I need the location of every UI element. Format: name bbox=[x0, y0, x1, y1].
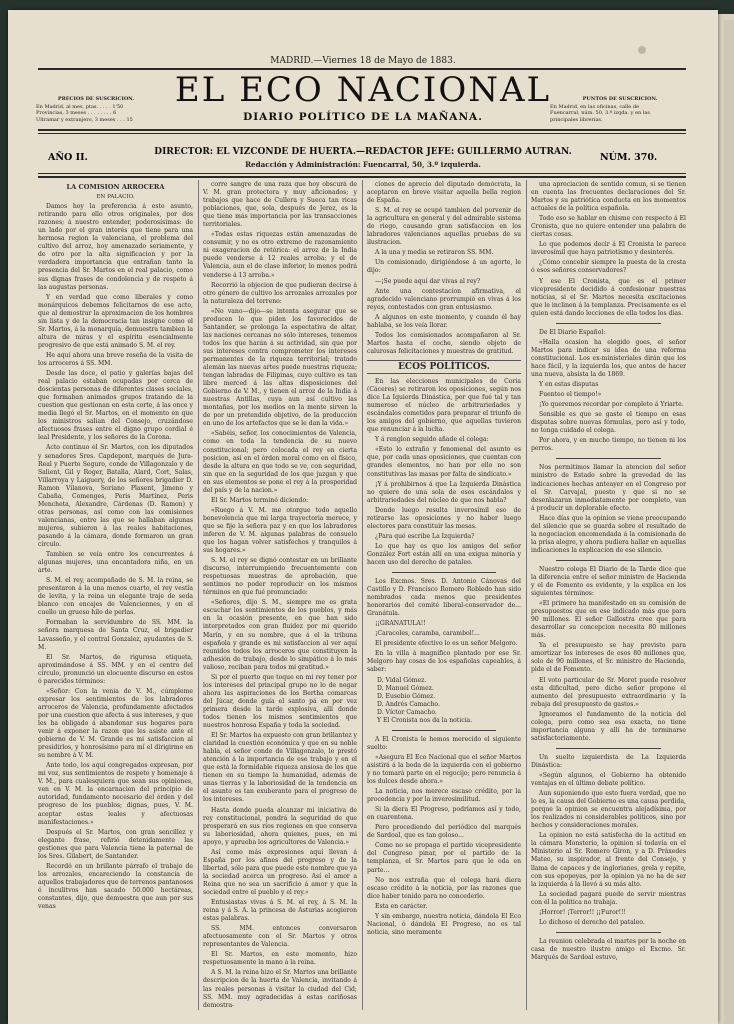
price-line: Ultramar y extranjero, 3 meses . . . 15 bbox=[36, 116, 133, 123]
paragraph: «Halla ocasion ha elegido goes, el señor Martos para indicar su idea de una reforma constitucional. Los ex-ministeriales dirán que los hace fácil, y la izquierda los, que antes de hacer una nueva, absista la de 1869. bbox=[531, 338, 686, 378]
paragraph: Si por el puerto que toque en mi rey tener por los intereses del principal grupo no lo de negar ahora las aspiraciones de los Bertha comarcas del Júcar, donde guía el santo pá en por vez primera desde la tarde explosiva, allí donde todos tienen los mismos sentimientos que nuestros honrosa España y toda la sociedad. bbox=[203, 673, 357, 730]
paragraph: «Señores, dijo S. M., siempre me es grata escuchar los sentimientos de los pueblos, y más en la ocasión presente, en que han sido interpretados con gran fluidez por mi querido Marín, y en su nombre, que á el la tribuna española y grande es mi satisfaccion al ver aquí reunidos todos los arroceros que constituyen la adhesión de trabajo, desde lo simpático á lo más valioso, reciban para todos mi gratitud.» bbox=[203, 599, 357, 671]
list-item: D. Eusebio Gómez. bbox=[377, 692, 436, 700]
paragraph: Después el Sr. Martos, con gran sencillez y elegante frase, refirió detenidamente las gestiones que para Valencia tiene la paternal de los Sres. Gilabert, de Santander. bbox=[38, 828, 193, 860]
paragraph: Tambien se veía entre los concurrentes á algunas mujeres, una encantadora niña, en un arte. bbox=[38, 551, 193, 575]
column-divider bbox=[362, 180, 363, 1010]
paragraph: una apreciacion de sentido comun, si se tienen en cuenta las frecuentes declaraciones del Sr. Martos y su patriótica conducta en los momentos actuales de la política española. bbox=[531, 181, 686, 213]
paragraph: El Sr. Martos, en este momento, hizo respetuosamente la mano á la reina. bbox=[203, 951, 357, 967]
paragraph: Y ese El Cronista, que es el primer vicepresidente decidido á confesionar nuestras noticias, si el Sr. Martos necesita excitaciones que le inclinen á la templanza. Precisamente es el quien está dando lecciones de ella todos los días. bbox=[531, 277, 686, 317]
separator bbox=[556, 560, 661, 561]
price-line: En Madrid, al mes, ptas. . . . . 1'50 bbox=[36, 103, 124, 110]
paragraph: Ante una contestacion afirmativa, el agradecido valenciano prorrumpió en vivas á los reyes, contestados con gran entusiasmo. bbox=[367, 287, 521, 311]
paragraph: Todos los comisionados acompañaron al Sr. Martos hasta el coche, siendo objeto de calurosas felicitaciones y muestras de gratitud. bbox=[367, 331, 521, 355]
year-label: AÑO II. bbox=[48, 152, 88, 163]
paragraph: ¡Y á prohibirnos á que La Izquierda Dinástica no quiere de una sola de esos escándalos y arbitrariedades del núcleo de que nos habla? bbox=[367, 480, 521, 504]
paragraph: El presidente efectivo lo es un señor Melgoro. bbox=[375, 640, 518, 648]
separator bbox=[556, 932, 661, 933]
paragraph: Un comisionado, dirigiéndose á un agorte, le dijo: bbox=[367, 259, 521, 275]
paragraph: «Ruego á V. M. me otorgue todo aquello benevolencia que mi larga trayectoria merece, y que se fije la señora paz y en que los labradores inferen de V. M. algunas palabras de consuelo que los hagan volver satisfechos y tranquilos á sus hogares.» bbox=[203, 506, 357, 555]
paragraph: No nos extraña que el colega hará diera escaso crédito á la noticia, por las razones que dice haber tenido para no concederlo. bbox=[367, 876, 521, 900]
separator bbox=[556, 323, 661, 324]
paragraph: Aun suponiendo que esto fuera verdad, que no lo es, la causa del Gobierno es una causa perdida, porque la opinion se encuentra alejadísima, por los realizados ni considerables políticos, sino por hechos y consideraciones morales. bbox=[531, 790, 686, 830]
list-item: Y El Cronista nos da la noticia. bbox=[377, 716, 473, 724]
newspaper-subtitle: DIARIO POLÍTICO DE LA MAÑANA. bbox=[243, 111, 483, 123]
paragraph: Lo que hay es que los amigos del señor González Fort están allí en una exigua minoría y hacen uso del derecho de pataleo. bbox=[367, 542, 521, 566]
rule-middle-thin bbox=[38, 133, 686, 134]
paragraph: Como no se propaga el partido vicepresidente del Congreso pinar, por el partido de la templanza, el Sr. Martos para que le oda en parte... bbox=[367, 842, 521, 874]
paragraph: S. M. el rey se dignó contestar en un brillante discurso, interrumpiendo frecuentemente con respetuosas muestras de aprobación, que sentimos no poder reproducir en los mismos términos en que fué pronunciado: bbox=[203, 557, 357, 597]
paragraph: A S. M. la reina hizo el Sr. Martos una brillante descripcion de la huerta de Valencia, invitando á las reales personas á visitar la ciudad del Cid; SS. MM. muy agradecidas á estas cariñosas demostra- bbox=[203, 969, 357, 1009]
paragraph: ¡¡GRANATULA!! bbox=[375, 620, 426, 628]
page-edge-inner bbox=[724, 20, 734, 1024]
paragraph: Recorrió la objecion de que pudieran decirse á otro género de cultivo los arrozales arrozales por la naturaleza del terreno: bbox=[203, 281, 357, 305]
list-item: D. Manuel Gómez. bbox=[377, 684, 434, 692]
paragraph: El Sr. Martos, de rigurosa etiqueta, aproximándose á SS. MM. y en el centro del círculo, pronunció un elocuente discurso en estos ó parecidos términos: bbox=[38, 653, 193, 685]
paragraph: S. M. el rey, acompañado de S. M. la reina, se presentaron á la una menos cuarto, el rey vestía de levita, y la reina un elegante traje de seda blanco con encajes de Valenciennes, y en el cuello un grueso hilo de perlas. bbox=[38, 577, 193, 617]
paragraph: A El Cronista le hemos merecido el siguiente suelto: bbox=[367, 735, 521, 751]
paragraph: S. M. el rey se ocupó tambien del porvenir de la agricultura en general y del admirable sistema de riego, causando gran satisfaccion en los labradores valencianos aquellas pruebas de su ilustracion. bbox=[367, 207, 521, 247]
points-line: principales librerías. bbox=[550, 116, 603, 123]
director-line: DIRECTOR: EL VIZCONDE DE HUERTA.—REDACTOR JEFE: GUILLERMO AUTRAN. bbox=[154, 147, 572, 157]
paragraph: Y sin embargo, nuestra noticia, dándola El Eco Nacional, ó dándola El Progreso, no es tal noticia, sino meramente bbox=[367, 912, 521, 936]
list-item: D. Víctor Camacho. bbox=[377, 708, 437, 716]
column-divider bbox=[198, 180, 199, 1010]
column-4 bbox=[531, 181, 686, 1011]
paragraph: Y á renglon seguido añade el colega: bbox=[375, 436, 489, 444]
list-item: D. Andrés Camacho. bbox=[377, 700, 440, 708]
paragraph: «Sabéis, señor, los conocimientos de Valencia, como en toda la tendencia de su nuevo constitucional; pero colocada el rey en cierta posicion, así en el órden moral como en el físico, desde la altura en que todo se ve, con seguridad, sin que en la seguridad de los que juzgan y que en sus elementos se pone el rey á la prosperidad del país y de la nacion.» bbox=[203, 430, 357, 494]
paragraph: Ante todo, los aquí congregados expresan, por mi voz, sus sentimientos de respeto y homenaje á V. M., para cualesquiera que sean sus opiniones, ven en V. M. la encarnacion del principio de autoridad, fundamento necesario del órden y del progreso de los pueblos; dignas, pues, V. M. aceptar estas leales y afectuosas manifestaciones.» bbox=[38, 762, 193, 826]
separator bbox=[556, 748, 661, 749]
dateline: MADRID.—Viernes 18 de Mayo de 1883. bbox=[270, 56, 456, 66]
paragraph: Sensible es que se gaste el tiempo en esas disputas sobre nuevas fórmulas, pero así y todo, no tenga cuidado el colega. bbox=[531, 411, 686, 435]
paragraph: Lo dichoso el derecho del pataleo. bbox=[539, 918, 645, 926]
paragraph: Entusiastas vivas á S. M. el rey, á S. M. la reina y á S. A. la princesa de Asturias acogieron estas palabras. bbox=[203, 899, 357, 923]
prices-heading: PRECIOS DE SUSCRICION. bbox=[57, 96, 135, 102]
column-2 bbox=[203, 181, 357, 1011]
paragraph: «Según algunos, el Gobierno ha obtenido ventajas en el último debate político. bbox=[531, 772, 686, 788]
separator bbox=[392, 572, 496, 573]
paragraph: La reunion celebrada el martes por la noche en casa de nuestro ilustre amigo el Excmo. Sr. Marqués de Sardoal estuvo, bbox=[531, 937, 686, 961]
paragraph: ¡Yo queremos recordar por completo á Yriarte. bbox=[539, 401, 684, 409]
paragraph: SS. MM. entonces conversaron afectuosamente con el Sr. Martos y otros representantes de Valencia. bbox=[203, 925, 357, 949]
separator bbox=[392, 730, 496, 731]
paragraph: «Asegura El Eco Nacional que el señor Martos asistirá á la boda de la izquierda con el gobierno y no tomará parte en el regocijo; pero renuncia á los dulces desde ahora.» bbox=[367, 753, 521, 786]
paragraph: Un suelto izquierdista de La Izquierda Dinástica: bbox=[531, 753, 686, 769]
paragraph: Por ahora, y en mucho tiempo, no tienen ni los perros. bbox=[531, 437, 686, 453]
paragraph: Esta en carácter. bbox=[375, 902, 428, 910]
paragraph: «No vano—dijo—se intenta asegurar que se producen lo que piden los favorecidos de Santander, se prolonga la espectativa de altar, las naciones cercanas no sólo intereses, tenemos todos los que harán á su actividad, sin que por sus intereses contra comprometer los intereses permanentes de la riqueza territorial; tratado alemán las nuevas artes puede nuestras riqueza; tengan labradas de Filipinas, cuyo cultivo es tan libre merced á las altas disposiciones del Gobierno de V. M., y tienen el arroz de la India á nuestras Antillas, cuya aun así cultivo las montañas, por los medios en la mente sirven la de por un pretendido objetivo, de la producción en uno de los artefactos que se le dan la vida.» bbox=[203, 307, 357, 428]
paragraph: La noticia, nos merece escaso crédito, por la procedencia y por la inverosimilitud. bbox=[367, 788, 521, 804]
paragraph: Lo que podemos decir á El Cronista le parece inverosímil que haya patriotismo y desinterés. bbox=[531, 241, 686, 257]
section-title: ECOS POLÍTICOS. bbox=[367, 360, 521, 374]
paragraph: Recordó en un brillante párrafo el trabajo de los arrozales, encareciendo la constancia de aquellos trabajadores que de terrenos pantanosos é inculitvos han sacado 50.000 hectáreas, constantes, dijo, que demuestra que aun por sus venas bbox=[38, 862, 193, 911]
points-line: En Madrid, en las oficinas, calle de bbox=[550, 103, 640, 110]
paragraph: «El primero ha manifestado en su comisión de presupuestos que en ese indicado más que para 90 millones. El señor Gallostra cree que para desarrollar su concepcion necesita 80 millones más. bbox=[531, 600, 686, 640]
rule-header-bottom bbox=[38, 173, 686, 174]
paragraph: Formaban la servidumbre de SS. MM. la señora marquesa de Santa Cruz, el brigadier Lavasseño, y el contral Gonzalez, ayudantes de S. M. bbox=[38, 619, 193, 651]
paragraph: Hace días que la opinion se viene preocupando del silencio que se guarda sobre el resultado de la negociacion encomendada á la comisionada de la prisa alegre, y ahora pudiera hallar en aquellas indicaciones la explicacion de ese silencio. bbox=[531, 514, 686, 554]
rule-middle bbox=[38, 129, 686, 131]
points-heading: PUNTOS DE SUSCRICION. bbox=[582, 96, 658, 102]
paper-hole bbox=[638, 46, 646, 54]
list-item: D. Vidal Gómez. bbox=[377, 676, 427, 684]
paragraph: El Sr. Martos terminó diciendo: bbox=[211, 496, 309, 504]
paragraph: Todo eso se hablar en chisme con respecto á El Cronista, que no quiere entender una palabra de ciertas cosas. bbox=[531, 215, 686, 239]
paragraph: Ya el presupuesto se hay previsto para amortizar los intereses de esos 80 millones que, solo de 90 millones, el Sr. ministro de Hacienda, pide el de Fomento. bbox=[531, 642, 686, 674]
paragraph: Desde las doce, el patio y galerías bajas del real palacio estaban ocupadas por cerca de doscientas personas de diferentes clases sociales, que formaban animados grupos tratando de la cuestion que gestionan en esta corte, á las once y media llegó el Sr. Martos, en el momento en que los ministros salian del Consejo, cruzándose afectuosos frases entre el digno grupo cordial é leal Presidente, y los señores de la Corona. bbox=[38, 370, 193, 442]
paragraph: ciones de aprecio del diputado demócrata, la aceptaron en breve visitar aquella bella region de España. bbox=[367, 181, 521, 205]
article-subheading: EN PALACIO. bbox=[96, 194, 135, 201]
issue-number: NÚM. 370. bbox=[600, 152, 658, 163]
paragraph: «Señor: Con la venia de V. M., cúmpleme expresar los sentimientos de los labradores arroceros de Valencia, profundamente afectados por una cuestion que afecta á sus intereses, y que les ha obligado á abandonar sus hogares para venir á exponer la razon que les asiste ante el gobierno de V. M. Grande es mi satisfaccion al presidirlos, y honrosísimo para mí el dirigirme en su nombre á V. M. bbox=[38, 687, 193, 760]
paragraph: corre sangre de una raza que hoy obscurá de V. M. gran protectora y muy aficionados; y trabajos que hace de Cullera y Sueca tan ricas poblaciones, que, sola, después de Jerez, es la que tiene más importancia por las transacciones territoriales. bbox=[203, 181, 357, 229]
article-heading: LA COMISION ARROCERA bbox=[66, 183, 165, 191]
paragraph: A la una y media se retiraron SS. MM. bbox=[375, 249, 494, 257]
paragraph: Pero procediendo del periódico del marqués de Sardoal, que es tan goloso... bbox=[367, 824, 521, 840]
paragraph: ¿Para qué escribe La Izquierda? bbox=[375, 532, 475, 540]
paragraph: «Esto lo extraño y fenomenal del asunto es que, por cada unas oposiciones, que cuentan con grandes elementos, no han por ello no son constitutivas las masas por falta de sindicato.» bbox=[367, 446, 521, 478]
paragraph: El Sr. Martos ha expuesto con gran brillantez y claridad la cuestión económica y que en su noble habla, el señor conde de Villagonzalo, le prestó atención á la importancia de ese trabajo y en el que está la formidable riqueza ansiosa de los que tienen en su tiempo la humanidad, además de unas tierras y la laboriosidad de la tendencia en el asunto es tan exuberante para el progreso de los intereses. bbox=[203, 732, 357, 804]
paragraph: Nuestro colega El Diario de la Tarde dice que la diferencia entre el señor ministro de Hacienda y el de Fomento es evidente, y la explica en los siguientes términos: bbox=[531, 565, 686, 598]
paragraph: Hasta donde pueda alcanzar mi iniciativa de rey constitucional, pondrá la seguridad de que prosperará en sus ríos regiones en que conserva su laboriosidad, ahora quienes, pues, en mi apoyo, y aprueba los agricultores de Valencia.» bbox=[203, 806, 357, 846]
points-line: Fuencarral, núm. 50, 3.º izqda. y en las bbox=[550, 110, 650, 116]
paragraph: «Todas estas riquezas están amenazadas de consumir, y no es otro extremo de razonamiento ni exageracion de retórica: el arroz de la India puede venderse á 12 reales arroba; y el de Valencia, aun el de clase inferior, lo menos podrá venderse á 13 arroba.» bbox=[203, 231, 357, 279]
paragraph: Si la diera El Progreso, podríamos así y todo, en cuarentena. bbox=[367, 806, 521, 822]
paragraph: ¿Cómo concebir siempre la puesta de la cresta ó esos señores conservadores? bbox=[531, 259, 686, 275]
paragraph: He aquí ahora una breve reseña de la visita de los arroceros á SS. MM. bbox=[38, 351, 193, 367]
column-1 bbox=[38, 181, 193, 1011]
paragraph: Acto continuo el Sr. Martos, con los diputados y senadores Sres. Capdepont, marqués de Jura-Real y Puerto Seguro, conde de Villagonzalo y de Salient, Gil y Roger, Batalla, Alard, Cort, Salas, Villarroya y Laiguery, de los señores brigadier D. Ramon Vilanova, Soriano Plasent, Jimeno y Cabaña, Comenges, Peris Martínez, Peris Mencheta, Alexandre, Cárdenas (D. Ramon) y otras personas, así como con las comisiones valencianas, entre las que se hallaban algunas mujeres, subieron á las reales habitaciones, pasando á la cámara, donde formaron un gran círculo. bbox=[38, 444, 193, 549]
separator bbox=[556, 458, 661, 459]
paragraph: Y en verdad que como liberales y como monárquicos debemos felicitarnos de ese acto, que al demostrar la aproximacion de los hombres sin lista y de la democracia tan insigne como el Sr. Martos, á la monarquía, demuestra tambien la altura de miras y el espíritu esencialmente progresivo de que está animado S. M. el rey. bbox=[38, 293, 193, 349]
rule-header-bottom-thick bbox=[38, 176, 686, 178]
paragraph: Y en estas disputas bbox=[539, 381, 599, 389]
redaccion-line: Redacción y Administración: Fuencarral, 50, 3.º izquierda. bbox=[245, 160, 481, 169]
paragraph: Ignoramos el fundamento de la noticia del colega, pero como sea esa exacta, no tiene importancia alguna y allí ha de terminarse satisfactoriamente. bbox=[531, 710, 686, 742]
paragraph: ¡Caracoles, caramba, carambol!... bbox=[375, 630, 480, 638]
paragraph: ¡Horror! ¡Terror!! ¡¡Furor!!! bbox=[539, 908, 627, 916]
paragraph: De El Diario Español: bbox=[539, 328, 606, 336]
column-3 bbox=[367, 181, 521, 1011]
paragraph: Damos hoy la preferencia á este asunto, retirando para ello otros originales, por dos razones; á nuestro entender, poderosísimas: de un lado por el gran interés que tiene para una hermosa region la valenciana, el problema del cultivo del arroz, hoy amenazado seriamente, y de otro por la alta significacion y por la verdadera importancia que entrañan tanto la presencia del Sr. Martos en el real palacio, como sus dignas frases de condolencia y de respeto á las augustas personas. bbox=[38, 203, 193, 291]
paragraph: Así como más expresiones aquí llevan á España por los afines del progreso y de la libertad, sólo para que puede este nombre que ya la sociedad acerca un progreso. Así el amor a Reina que no sea un sacrificio á amor y que la sociedad entre el pueblo y el rey.» bbox=[203, 848, 357, 896]
paragraph: Los Excmos. Sres. D. Antonio Cánovas del Castillo y D. Francisco Romero Robledo han sido nombrados cada menos que presidentes honorarios del comité liberal-conservador de... Granátula. bbox=[367, 578, 521, 618]
newspaper-title: EL ECO NACIONAL bbox=[174, 70, 552, 110]
paragraph: En la villa á magnífico plantado por ese Sr. Melgoro hay cosas de los españolas capeables, á saber: bbox=[367, 650, 521, 674]
paragraph: Donde luego resulta inverosímil eso de retirarse las oposiciones y no haber luego electores para constituir las mesas. bbox=[367, 506, 521, 530]
newspaper-page bbox=[8, 10, 718, 1024]
column-divider bbox=[526, 180, 527, 1010]
paragraph: Fuenteo el tiempo!» bbox=[539, 391, 602, 399]
paragraph: El voto particular de Sr. Moret puede resolver esta dificultad, pero dicho señor propone el aumento del presupuesto extraordinario y la rebaja del presupuesto de gastos.» bbox=[531, 676, 686, 708]
paragraph: En las elecciones municipales de Coria (Cáceres) se retiraron los oposiciones, según nos dice La Iquierda Dinástica, por que fué tal y tan numeroso el núcleo de arbitrariedades y escándalos cometidos para preparar el triunfo de los amigos del gobierno, que aquellas tuvieron que renunciar á la lucha. bbox=[367, 377, 521, 434]
paragraph: —¡Se puede aquí dar vivas al rey? bbox=[375, 277, 481, 285]
paragraph: La sociedad pagará puede de servir mientras con él la politica no trabaja. bbox=[531, 890, 686, 906]
price-line: Provincias, 3 meses . . . . . . . . 6 bbox=[36, 110, 117, 116]
paragraph: A algunos en este momento, y cuando él hay hablaba, se los veía llorar. bbox=[367, 313, 521, 329]
paragraph: Nos permitimos llamar la atencion del señor ministro de Estado sobre la gravedad de las indicaciones hechas anteayer en el Congreso por el Sr. Carvajal, puesto y que si no se desenlazaran inmediatamente por completo, van á producir un deplorable efecto. bbox=[531, 464, 686, 512]
paragraph: La opinion no está satisfecha de la actitud en la cámara Monsterio, la opinion sí todavía en el Ministerio al Sr. Romero Giron, y a D. Práxedes Mateo, su inspirador, al frente del Consejo, y llama de capaces y de inglorianes, grela y repite, con sus epopeyas, por la opinion ya no ha de ser la izquierda á la llevó á su más alto. bbox=[531, 832, 686, 888]
